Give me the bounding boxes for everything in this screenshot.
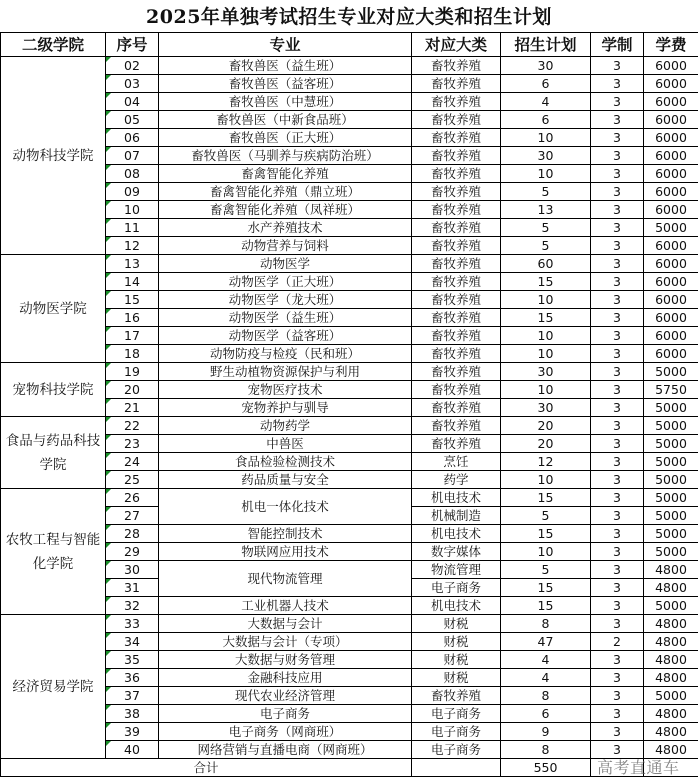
duration-cell: 3 [591, 417, 644, 435]
category-cell: 财税 [412, 651, 501, 669]
major-cell: 电子商务 [159, 705, 412, 723]
plan-cell: 10 [501, 471, 591, 489]
major-cell: 中兽医 [159, 435, 412, 453]
tuition-cell: 4800 [644, 561, 698, 579]
seq-cell: 16 [106, 309, 159, 327]
table-row [1, 93, 698, 111]
seq-cell: 21 [106, 399, 159, 417]
duration-cell: 3 [591, 273, 644, 291]
plan-cell: 10 [501, 165, 591, 183]
major-cell: 机电一体化技术 [159, 489, 412, 525]
duration-cell: 3 [591, 183, 644, 201]
table-row [1, 615, 698, 633]
major-cell: 畜牧兽医（马驯养与疾病防治班） [159, 147, 412, 165]
table-row [1, 651, 698, 669]
seq-cell: 12 [106, 237, 159, 255]
table-row [1, 705, 698, 723]
seq-cell: 23 [106, 435, 159, 453]
table-row [1, 111, 698, 129]
category-cell: 财税 [412, 615, 501, 633]
duration-cell: 3 [591, 309, 644, 327]
major-cell: 畜牧兽医（益生班） [159, 57, 412, 75]
college-cell: 宠物科技学院 [1, 363, 106, 417]
category-cell: 机械制造 [412, 507, 501, 525]
major-cell: 大数据与会计 [159, 615, 412, 633]
table-row [1, 201, 698, 219]
table-row [1, 345, 698, 363]
duration-cell: 3 [591, 705, 644, 723]
table-row [1, 633, 698, 651]
major-cell: 药品质量与安全 [159, 471, 412, 489]
category-cell: 畜牧养殖 [412, 183, 501, 201]
plan-cell: 15 [501, 489, 591, 507]
tuition-cell: 4800 [644, 615, 698, 633]
table-row [1, 561, 698, 579]
major-cell: 金融科技应用 [159, 669, 412, 687]
category-cell: 物流管理 [412, 561, 501, 579]
plan-cell: 6 [501, 75, 591, 93]
duration-cell: 3 [591, 723, 644, 741]
college-cell: 动物科技学院 [1, 57, 106, 255]
college-cell: 食品与药品科技学院 [1, 417, 106, 489]
major-cell: 动物营养与饲料 [159, 237, 412, 255]
category-cell: 电子商务 [412, 741, 501, 759]
table-row [1, 237, 698, 255]
seq-cell: 04 [106, 93, 159, 111]
duration-cell: 3 [591, 471, 644, 489]
seq-cell: 03 [106, 75, 159, 93]
plan-cell: 13 [501, 201, 591, 219]
category-cell: 畜牧养殖 [412, 237, 501, 255]
tuition-cell: 5000 [644, 543, 698, 561]
category-cell: 畜牧养殖 [412, 273, 501, 291]
major-cell: 网络营销与直播电商（网商班） [159, 741, 412, 759]
header-seq: 序号 [106, 33, 159, 57]
plan-cell: 30 [501, 363, 591, 381]
header-tuition: 学费 [644, 33, 698, 57]
duration-cell: 3 [591, 237, 644, 255]
tuition-cell: 6000 [644, 309, 698, 327]
plan-cell: 10 [501, 291, 591, 309]
college-cell: 经济贸易学院 [1, 615, 106, 759]
table-row [1, 327, 698, 345]
header-major: 专业 [159, 33, 412, 57]
total-duration-cell [591, 759, 644, 777]
duration-cell: 3 [591, 561, 644, 579]
tuition-cell: 4800 [644, 723, 698, 741]
duration-cell: 3 [591, 615, 644, 633]
major-cell: 工业机器人技术 [159, 597, 412, 615]
category-cell: 畜牧养殖 [412, 93, 501, 111]
tuition-cell: 6000 [644, 327, 698, 345]
table-row [1, 183, 698, 201]
duration-cell: 3 [591, 381, 644, 399]
tuition-cell: 6000 [644, 111, 698, 129]
category-cell: 畜牧养殖 [412, 165, 501, 183]
plan-cell: 5 [501, 183, 591, 201]
major-cell: 智能控制技术 [159, 525, 412, 543]
plan-cell: 15 [501, 273, 591, 291]
category-cell: 畜牧养殖 [412, 111, 501, 129]
tuition-cell: 6000 [644, 273, 698, 291]
category-cell: 财税 [412, 669, 501, 687]
plan-cell: 30 [501, 57, 591, 75]
tuition-cell: 6000 [644, 201, 698, 219]
table-row [1, 129, 698, 147]
tuition-cell: 6000 [644, 345, 698, 363]
header-duration: 学制 [591, 33, 644, 57]
plan-cell: 15 [501, 579, 591, 597]
major-cell: 大数据与会计（专项） [159, 633, 412, 651]
tuition-cell: 6000 [644, 237, 698, 255]
tuition-cell: 5000 [644, 219, 698, 237]
major-cell: 动物防疫与检疫（民和班） [159, 345, 412, 363]
duration-cell: 3 [591, 525, 644, 543]
seq-cell: 37 [106, 687, 159, 705]
major-cell: 畜牧兽医（中新食品班） [159, 111, 412, 129]
category-cell: 畜牧养殖 [412, 399, 501, 417]
table-row [1, 543, 698, 561]
table-row [1, 255, 698, 273]
duration-cell: 3 [591, 669, 644, 687]
seq-cell: 24 [106, 453, 159, 471]
table-row [1, 417, 698, 435]
seq-cell: 34 [106, 633, 159, 651]
seq-cell: 13 [106, 255, 159, 273]
duration-cell: 3 [591, 399, 644, 417]
tuition-cell: 6000 [644, 93, 698, 111]
table-row [1, 75, 698, 93]
table-row [1, 435, 698, 453]
category-cell: 电子商务 [412, 723, 501, 741]
seq-cell: 40 [106, 741, 159, 759]
major-cell: 动物医学（益生班） [159, 309, 412, 327]
category-cell: 电子商务 [412, 579, 501, 597]
duration-cell: 3 [591, 291, 644, 309]
tuition-cell: 5000 [644, 489, 698, 507]
duration-cell: 3 [591, 165, 644, 183]
major-cell: 动物医学 [159, 255, 412, 273]
plan-cell: 15 [501, 309, 591, 327]
seq-cell: 18 [106, 345, 159, 363]
major-cell: 畜牧兽医（益客班） [159, 75, 412, 93]
seq-cell: 36 [106, 669, 159, 687]
plan-cell: 15 [501, 597, 591, 615]
duration-cell: 3 [591, 345, 644, 363]
tuition-cell: 4800 [644, 669, 698, 687]
tuition-cell: 5000 [644, 399, 698, 417]
tuition-cell: 5000 [644, 363, 698, 381]
table-row [1, 669, 698, 687]
plan-cell: 5 [501, 219, 591, 237]
seq-cell: 29 [106, 543, 159, 561]
major-cell: 动物医学（正大班） [159, 273, 412, 291]
tuition-cell: 5000 [644, 471, 698, 489]
major-cell: 食品检验检测技术 [159, 453, 412, 471]
table-row [1, 723, 698, 741]
seq-cell: 11 [106, 219, 159, 237]
seq-cell: 02 [106, 57, 159, 75]
tuition-cell: 6000 [644, 255, 698, 273]
plan-cell: 8 [501, 615, 591, 633]
plan-cell: 4 [501, 93, 591, 111]
seq-cell: 08 [106, 165, 159, 183]
major-cell: 大数据与财务管理 [159, 651, 412, 669]
major-cell: 动物医学（益客班） [159, 327, 412, 345]
plan-cell: 12 [501, 453, 591, 471]
category-cell: 畜牧养殖 [412, 435, 501, 453]
category-cell: 畜牧养殖 [412, 309, 501, 327]
tuition-cell: 6000 [644, 183, 698, 201]
category-cell: 机电技术 [412, 525, 501, 543]
category-cell: 畜牧养殖 [412, 417, 501, 435]
major-cell: 水产养殖技术 [159, 219, 412, 237]
category-cell: 畜牧养殖 [412, 75, 501, 93]
tuition-cell: 6000 [644, 291, 698, 309]
plan-cell: 10 [501, 543, 591, 561]
seq-cell: 22 [106, 417, 159, 435]
seq-cell: 09 [106, 183, 159, 201]
major-cell: 畜禽智能化养殖（凤祥班） [159, 201, 412, 219]
table-row [1, 741, 698, 759]
duration-cell: 3 [591, 687, 644, 705]
duration-cell: 3 [591, 651, 644, 669]
table-row [1, 273, 698, 291]
tuition-cell: 6000 [644, 147, 698, 165]
table-row [1, 291, 698, 309]
plan-cell: 8 [501, 741, 591, 759]
tuition-cell: 5000 [644, 525, 698, 543]
plan-cell: 10 [501, 345, 591, 363]
seq-cell: 05 [106, 111, 159, 129]
plan-cell: 5 [501, 237, 591, 255]
major-cell: 畜禽智能化养殖（鼎立班） [159, 183, 412, 201]
category-cell: 机电技术 [412, 489, 501, 507]
total-row [1, 759, 698, 777]
seq-cell: 07 [106, 147, 159, 165]
category-cell: 机电技术 [412, 597, 501, 615]
duration-cell: 2 [591, 633, 644, 651]
duration-cell: 3 [591, 543, 644, 561]
seq-cell: 14 [106, 273, 159, 291]
seq-cell: 17 [106, 327, 159, 345]
plan-cell: 8 [501, 687, 591, 705]
table-row [1, 489, 698, 507]
college-cell: 农牧工程与智能化学院 [1, 489, 106, 615]
plan-cell: 15 [501, 525, 591, 543]
tuition-cell: 4800 [644, 579, 698, 597]
seq-cell: 35 [106, 651, 159, 669]
plan-cell: 30 [501, 147, 591, 165]
tuition-cell: 6000 [644, 57, 698, 75]
duration-cell: 3 [591, 363, 644, 381]
category-cell: 畜牧养殖 [412, 381, 501, 399]
table-row [1, 57, 698, 75]
plan-cell: 10 [501, 327, 591, 345]
duration-cell: 3 [591, 147, 644, 165]
tuition-cell: 6000 [644, 129, 698, 147]
table-row [1, 453, 698, 471]
major-cell: 宠物医疗技术 [159, 381, 412, 399]
tuition-cell: 5000 [644, 597, 698, 615]
category-cell: 烹饪 [412, 453, 501, 471]
category-cell: 畜牧养殖 [412, 219, 501, 237]
plan-cell: 5 [501, 561, 591, 579]
seq-cell: 10 [106, 201, 159, 219]
duration-cell: 3 [591, 93, 644, 111]
tuition-cell: 5750 [644, 381, 698, 399]
duration-cell: 3 [591, 255, 644, 273]
category-cell: 畜牧养殖 [412, 291, 501, 309]
enrollment-table [0, 32, 698, 777]
duration-cell: 3 [591, 75, 644, 93]
category-cell: 畜牧养殖 [412, 147, 501, 165]
seq-cell: 20 [106, 381, 159, 399]
category-cell: 畜牧养殖 [412, 327, 501, 345]
category-cell: 畜牧养殖 [412, 687, 501, 705]
header-category: 对应大类 [412, 33, 501, 57]
plan-cell: 4 [501, 651, 591, 669]
tuition-cell: 6000 [644, 75, 698, 93]
category-cell: 电子商务 [412, 705, 501, 723]
seq-cell: 38 [106, 705, 159, 723]
category-cell: 畜牧养殖 [412, 201, 501, 219]
plan-cell: 30 [501, 399, 591, 417]
major-cell: 电子商务（网商班） [159, 723, 412, 741]
tuition-cell: 5000 [644, 435, 698, 453]
category-cell: 财税 [412, 633, 501, 651]
table-row [1, 363, 698, 381]
total-plan: 550 [501, 759, 591, 777]
tuition-cell: 4800 [644, 633, 698, 651]
plan-cell: 10 [501, 129, 591, 147]
table-row [1, 687, 698, 705]
seq-cell: 06 [106, 129, 159, 147]
major-cell: 现代农业经济管理 [159, 687, 412, 705]
plan-cell: 6 [501, 111, 591, 129]
total-category-cell [412, 759, 501, 777]
duration-cell: 3 [591, 201, 644, 219]
table-row [1, 219, 698, 237]
table-row [1, 597, 698, 615]
duration-cell: 3 [591, 741, 644, 759]
table-row [1, 399, 698, 417]
major-cell: 现代物流管理 [159, 561, 412, 597]
duration-cell: 3 [591, 219, 644, 237]
tuition-cell: 5000 [644, 687, 698, 705]
plan-cell: 10 [501, 381, 591, 399]
watermark: 高考直通车 [597, 759, 680, 776]
major-cell: 宠物养护与驯导 [159, 399, 412, 417]
major-cell: 畜牧兽医（正大班） [159, 129, 412, 147]
table-row [1, 381, 698, 399]
plan-cell: 6 [501, 705, 591, 723]
major-cell: 野生动植物资源保护与利用 [159, 363, 412, 381]
duration-cell: 3 [591, 579, 644, 597]
duration-cell: 3 [591, 597, 644, 615]
header-college: 二级学院 [1, 33, 106, 57]
major-cell: 物联网应用技术 [159, 543, 412, 561]
seq-cell: 26 [106, 489, 159, 507]
seq-cell: 15 [106, 291, 159, 309]
tuition-cell: 5000 [644, 417, 698, 435]
header-plan: 招生计划 [501, 33, 591, 57]
table-row [1, 471, 698, 489]
table-row [1, 147, 698, 165]
major-cell: 畜牧兽医（中慧班） [159, 93, 412, 111]
duration-cell: 3 [591, 327, 644, 345]
seq-cell: 19 [106, 363, 159, 381]
tuition-cell: 5000 [644, 507, 698, 525]
plan-cell: 4 [501, 669, 591, 687]
seq-cell: 39 [106, 723, 159, 741]
table-row [1, 165, 698, 183]
table-row [1, 309, 698, 327]
college-cell: 动物医学院 [1, 255, 106, 363]
duration-cell: 3 [591, 129, 644, 147]
seq-cell: 32 [106, 597, 159, 615]
duration-cell: 3 [591, 453, 644, 471]
plan-cell: 20 [501, 435, 591, 453]
major-cell: 动物药学 [159, 417, 412, 435]
category-cell: 畜牧养殖 [412, 57, 501, 75]
seq-cell: 31 [106, 579, 159, 597]
plan-cell: 9 [501, 723, 591, 741]
seq-cell: 27 [106, 507, 159, 525]
duration-cell: 3 [591, 489, 644, 507]
seq-cell: 28 [106, 525, 159, 543]
tuition-cell: 6000 [644, 165, 698, 183]
category-cell: 药学 [412, 471, 501, 489]
category-cell: 畜牧养殖 [412, 363, 501, 381]
category-cell: 数字媒体 [412, 543, 501, 561]
tuition-cell: 4800 [644, 705, 698, 723]
page-title: 2025年单独考试招生专业对应大类和招生计划 [0, 0, 698, 32]
table-row [1, 525, 698, 543]
plan-cell: 20 [501, 417, 591, 435]
total-label: 合计 [1, 759, 412, 777]
major-cell: 畜禽智能化养殖 [159, 165, 412, 183]
plan-cell: 47 [501, 633, 591, 651]
tuition-cell: 4800 [644, 651, 698, 669]
plan-cell: 60 [501, 255, 591, 273]
category-cell: 畜牧养殖 [412, 129, 501, 147]
duration-cell: 3 [591, 111, 644, 129]
header-row [1, 33, 698, 57]
seq-cell: 25 [106, 471, 159, 489]
category-cell: 畜牧养殖 [412, 255, 501, 273]
category-cell: 畜牧养殖 [412, 345, 501, 363]
plan-cell: 5 [501, 507, 591, 525]
tuition-cell: 4800 [644, 741, 698, 759]
duration-cell: 3 [591, 435, 644, 453]
duration-cell: 3 [591, 507, 644, 525]
tuition-cell: 5000 [644, 453, 698, 471]
duration-cell: 3 [591, 57, 644, 75]
major-cell: 动物医学（龙大班） [159, 291, 412, 309]
seq-cell: 33 [106, 615, 159, 633]
seq-cell: 30 [106, 561, 159, 579]
